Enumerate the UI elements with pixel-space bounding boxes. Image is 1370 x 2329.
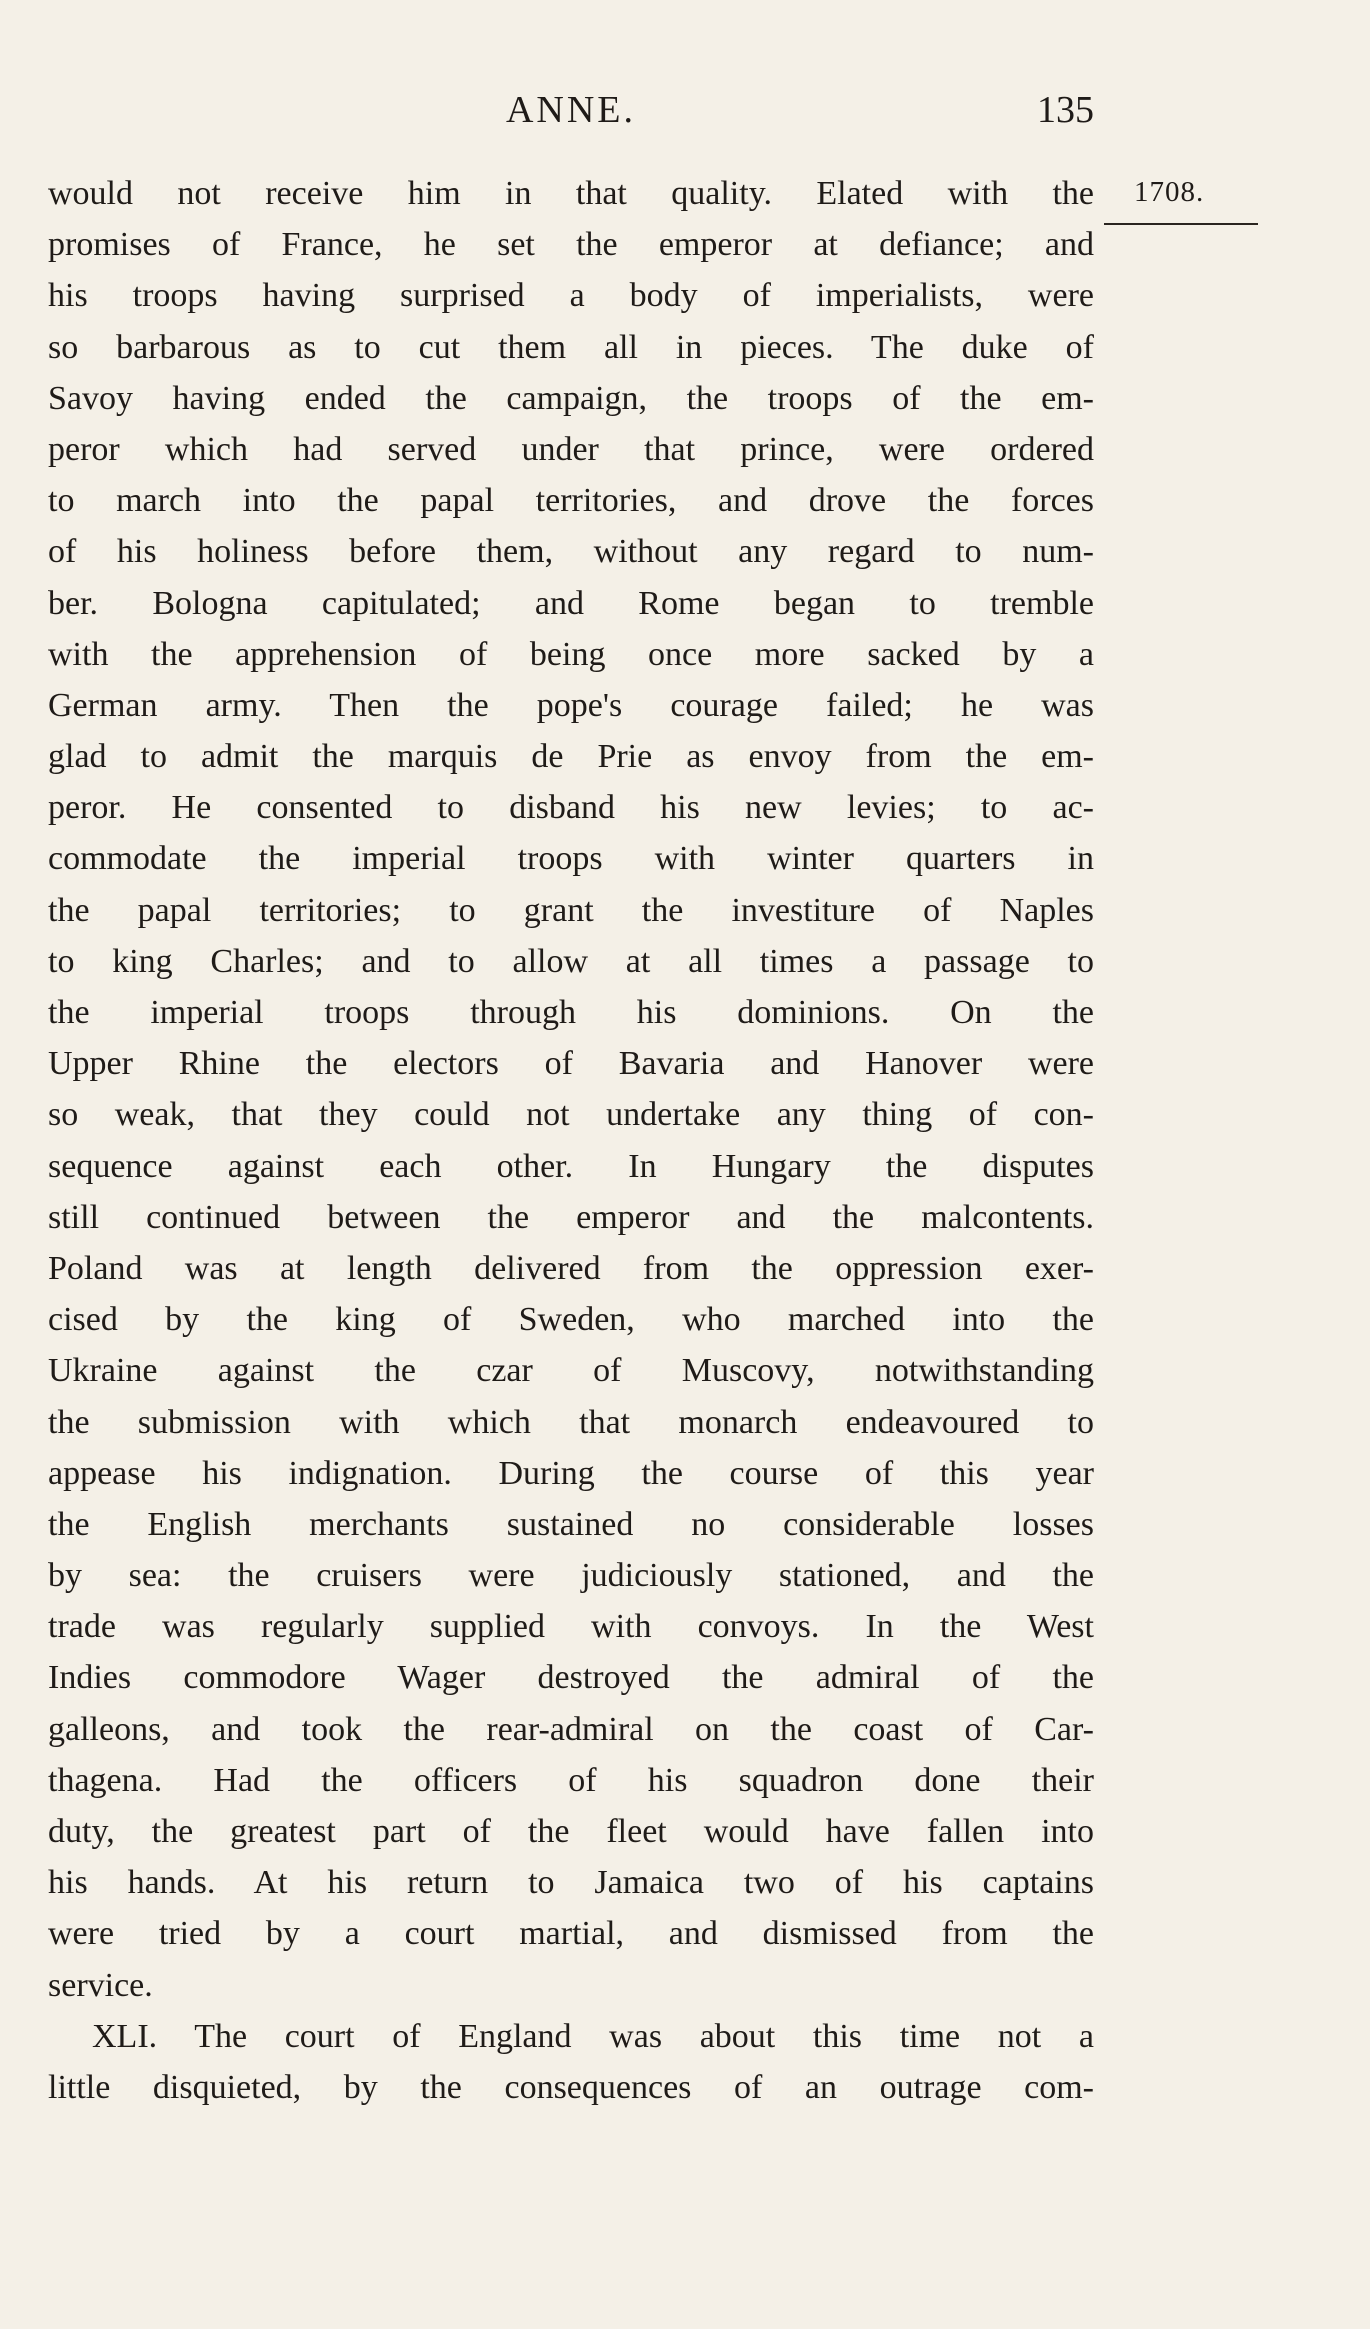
text-line: his hands. At his return to Jamaica two of his captains [48,1864,1094,1902]
text-line: glad to admit the marquis de Prie as envoy from the em- [48,738,1094,776]
running-title: ANNE. [505,89,637,131]
text-line: promises of France, he set the emperor at defiance; and [48,226,1094,264]
text-line: to march into the papal territories, and drove the forces [48,482,1094,520]
running-head [48,88,1094,148]
text-line: Ukraine against the czar of Muscovy, notwithstanding [48,1352,1094,1390]
text-line: of his holiness before them, without any regard to num- [48,533,1094,571]
text-line: were tried by a court martial, and dismissed from the [48,1915,1094,1953]
paragraph [48,2011,1094,2113]
text-line: peror which had served under that prince, were ordered [48,430,1094,468]
text-line: would not receive him in that quality. Elated with the [48,175,1094,212]
text-line: with the apprehension of being once more sacked by a [48,635,1094,673]
text-line: Savoy having ended the campaign, the troops of the em- [48,379,1094,417]
text-line: galleons, and took the rear-admiral on the coast of Car- [48,1710,1094,1748]
paragraph [48,168,1094,2011]
text-line: peror. He consented to disband his new levies; to ac- [48,789,1094,827]
body-text [48,168,1094,2113]
text-line: German army. Then the pope's courage failed; he was [48,686,1094,724]
text-line: service. [48,1966,153,2004]
margin-rule [1104,223,1258,225]
text-line: XLI. The court of England was about this time not a [92,2017,1094,2055]
text-line: the English merchants sustained no considerable losses [48,1505,1094,1543]
text-line: the submission with which that monarch endeavoured to [48,1403,1094,1441]
text-line: Poland was at length delivered from the oppression exer- [48,1249,1094,1287]
text-line: by sea: the cruisers were judiciously stationed, and the [48,1557,1094,1595]
text-line: still continued between the emperor and the malcontents. [48,1198,1094,1236]
page-number: 135 [1037,89,1094,131]
text-line: so barbarous as to cut them all in pieces. The duke of [48,328,1094,366]
text-line: commodate the imperial troops with winter quarters in [48,840,1094,878]
text-line: little disquieted, by the consequences of an outrage com- [48,2068,1094,2106]
margin-year-note: 1708. [1134,176,1205,208]
text-line: trade was regularly supplied with convoys. In the West [48,1608,1094,1646]
text-line: ber. Bologna capitulated; and Rome began to tremble [48,584,1094,622]
text-line: to king Charles; and to allow at all times a passage to [48,942,1094,980]
text-line: his troops having surprised a body of imperialists, were [48,277,1094,315]
text-line: cised by the king of Sweden, who marched into the [48,1301,1094,1339]
text-line: Indies commodore Wager destroyed the admiral of the [48,1659,1094,1697]
text-line: the imperial troops through his dominions. On the [48,994,1094,1031]
text-line: the papal territories; to grant the investiture of Naples [48,891,1094,929]
text-line: Upper Rhine the electors of Bavaria and Hanover were [48,1045,1094,1083]
text-line: duty, the greatest part of the fleet would have fallen into [48,1813,1094,1850]
text-line: appease his indignation. During the course of this year [48,1454,1094,1492]
text-line: so weak, that they could not undertake any thing of con- [48,1096,1094,1134]
text-line: thagena. Had the officers of his squadron done their [48,1761,1094,1799]
text-line: sequence against each other. In Hungary the disputes [48,1147,1094,1185]
